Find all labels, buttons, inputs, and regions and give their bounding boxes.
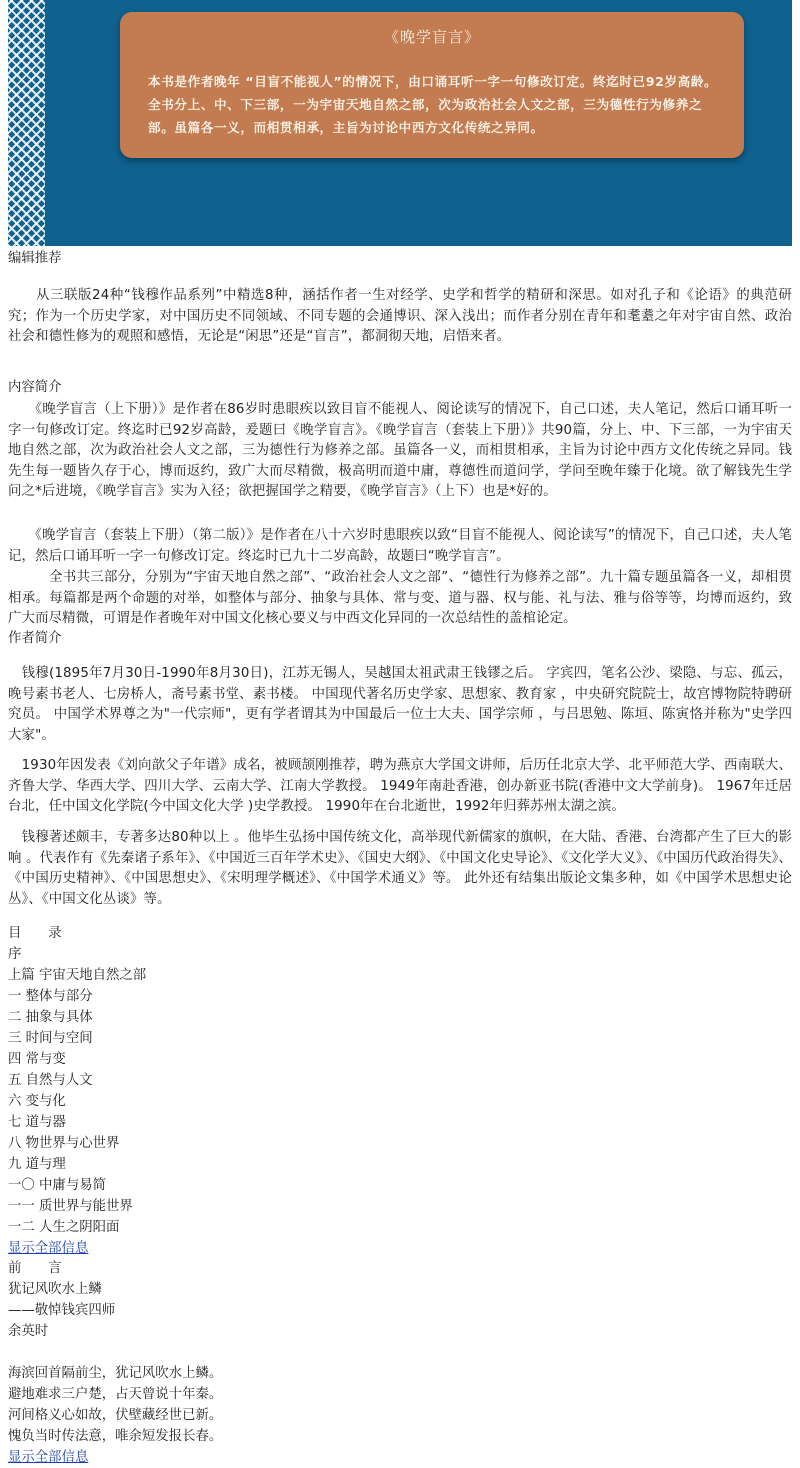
toc-item: 上篇 宇宙天地自然之部: [8, 968, 147, 983]
poem-line: 愧负当时传法意，唯余短发报长春。: [8, 1429, 223, 1444]
toc-item: 五 自然与人文: [8, 1073, 93, 1088]
toc-item: 四 常与变: [8, 1052, 66, 1067]
toc-show-all-link[interactable]: 显示全部信息: [8, 1241, 89, 1256]
poem-line: 河间格义心如故，伏壁藏经世已新。: [8, 1408, 223, 1423]
preface-title: 犹记风吹水上鳞: [8, 1282, 102, 1297]
decorative-pattern: [8, 0, 45, 246]
preface-author: 余英时: [8, 1324, 49, 1339]
toc-item: 六 变与化: [8, 1094, 66, 1109]
toc-heading: 目 录: [8, 926, 62, 941]
preface-subtitle: ——敬悼钱宾四师: [8, 1303, 116, 1318]
preface-heading: 前 言: [8, 1261, 62, 1276]
summary-card: [120, 12, 744, 158]
toc-item: 一一 质世界与能世界: [8, 1199, 133, 1214]
toc-item: 三 时间与空间: [8, 1031, 93, 1046]
toc-item: 一二 人生之阴阳面: [8, 1220, 120, 1235]
author-paragraph-2: 1930年因发表《刘向歆父子年谱》成名，被顾颉刚推荐，聘为燕京大学国文讲师，后历任北京大学、北平师范大学、西南联大、齐鲁大学、华西大学、四川大学、云南大学、江南大学教授。 1949年南赴香港，创办新亚书院(香港中文大学前身)。 1967年迁居台北，任中国文化学院(今中国文化大学 )史学教授。 1990年在台北逝世，1992年归葬苏州太湖之滨。: [8, 758, 792, 814]
table-of-contents: [8, 923, 792, 1259]
card-text: 本书是作者晚年 “目盲不能视人”的情况下，由口诵耳听一字一句修改订定。终迄时已92岁高龄。全书分上、中、下三部，一为宇宙天地自然之部，次为政治社会人文之部，三为德性行为修养之部。虽篇各一义，而相贯相承，主旨为讨论中西方文化传统之异同。: [148, 74, 718, 135]
toc-item: 九 道与理: [8, 1157, 66, 1172]
editor-heading: 编辑推荐: [8, 251, 62, 266]
intro-paragraph-1: 《晚学盲言（上下册）》是作者在86岁时患眼疾以致目盲不能视人、阅论读写的情况下，自己口述，夫人笔记，然后口诵耳听一字一句修改订定。终迄时已92岁高龄，爰题曰《晚学盲言》。《晚学盲言（套装上下册）》共90篇，分上、中、下三部，一为宇宙天地自然之部，次为政治社会人文之部，三为德性行为修养之部。虽篇各一义，而相贯相承，主旨为讨论中西方文化传统之异同。钱先生每一题皆久存于心，博而返约，致广大而尽精微，极高明而道中庸，尊德性而道问学，学问至晚年臻于化境。欲了解钱先生学问之*后进境，《晚学盲言》实为入径；欲把握国学之精要，《晚学盲言》（上下）也是*好的。: [8, 402, 792, 499]
poem-line: 海滨回首隔前尘，犹记风吹水上鳞。: [8, 1366, 223, 1381]
toc-item: 一〇 中庸与易简: [8, 1178, 106, 1193]
poem-line: 避地难求三户楚，占天曾说十年秦。: [8, 1387, 223, 1402]
preface: [8, 1258, 792, 1468]
card-title: 《晚学盲言》: [383, 28, 480, 46]
author-paragraph-1: 钱穆(1895年7月30日-1990年8月30日)，江苏无锡人，吴越国太祖武肃王钱镠之后。 字宾四，笔名公沙、梁隐、与忘、孤云，晚号素书老人、七房桥人，斋号素书堂、素书楼。 中国现代著名历史学家、思想家、教育家 ，中央研究院院士，故宫博物院特聘研究员。 中国学术界尊之为"一代宗师"，更有学者谓其为中国最后一位士大夫、国学宗师 ，与吕思勉、陈垣、陈寅恪并称为"史学四大家"。: [8, 666, 792, 743]
toc-item: 七 道与器: [8, 1115, 66, 1130]
toc-item: 八 物世界与心世界: [8, 1136, 120, 1151]
book-banner: [8, 0, 792, 246]
spacer: [8, 1342, 792, 1363]
intro-heading: 内容简介: [8, 380, 62, 395]
toc-item: 二 抽象与具体: [8, 1010, 93, 1025]
intro-paragraph-3: 全书共三部分，分别为“宇宙天地自然之部”、“政治社会人文之部”、“德性行为修养之部”。九十篇专题虽篇各一义，却相贯相承。每篇都是两个命题的对举，如整体与部分、抽象与具体、常与变、道与器、权与能、礼与法、雅与俗等等，均博而返约，致广大而尽精微，可谓是作者晚年对中国文化核心要义与中西文化异同的一次总结性的盖棺论定。: [8, 570, 792, 626]
author-heading: 作者简介: [8, 631, 62, 646]
editor-text: 从三联版24种“钱穆作品系列”中精选8种，涵括作者一生对经学、史学和哲学的精研和深思。如对孔子和《论语》的典范研究；作为一个历史学家，对中国历史不同领域、不同专题的会通博识、深入浅出；而作者分别在青年和耄耋之年对宇宙自然、政治社会和德性修为的观照和感悟，无论是“闲思”还是“盲言”，都洞彻天地，启悟来者。: [8, 288, 792, 344]
toc-item: 序: [8, 947, 22, 962]
intro-paragraph-2: 《晚学盲言（套装上下册）（第二版）》是作者在八十六岁时患眼疾以致“目盲不能视人、阅论读写”的情况下，自己口述，夫人笔记，然后口诵耳听一字一句修改订定。终迄时已九十二岁高龄，故题曰“晚学盲言”。: [8, 528, 792, 564]
preface-show-all-link[interactable]: 显示全部信息: [8, 1450, 89, 1465]
author-paragraph-3: 钱穆著述颇丰，专著多达80种以上 。他毕生弘扬中国传统文化，高举现代新儒家的旗帜，在大陆、香港、台湾都产生了巨大的影响 。代表作有《先秦诸子系年》、《中国近三百年学术史》、《国史大纲》、《中国文化史导论》、《文化学大义》、《中国历代政治得失》、《中国历史精神》、《中国思想史》、《宋明理学概述》、《中国学术通义》等。 此外还有结集出版论文集多种，如《中国学术思想史论丛》、《中国文化丛谈》等。: [8, 830, 792, 907]
toc-item: 一 整体与部分: [8, 989, 93, 1004]
